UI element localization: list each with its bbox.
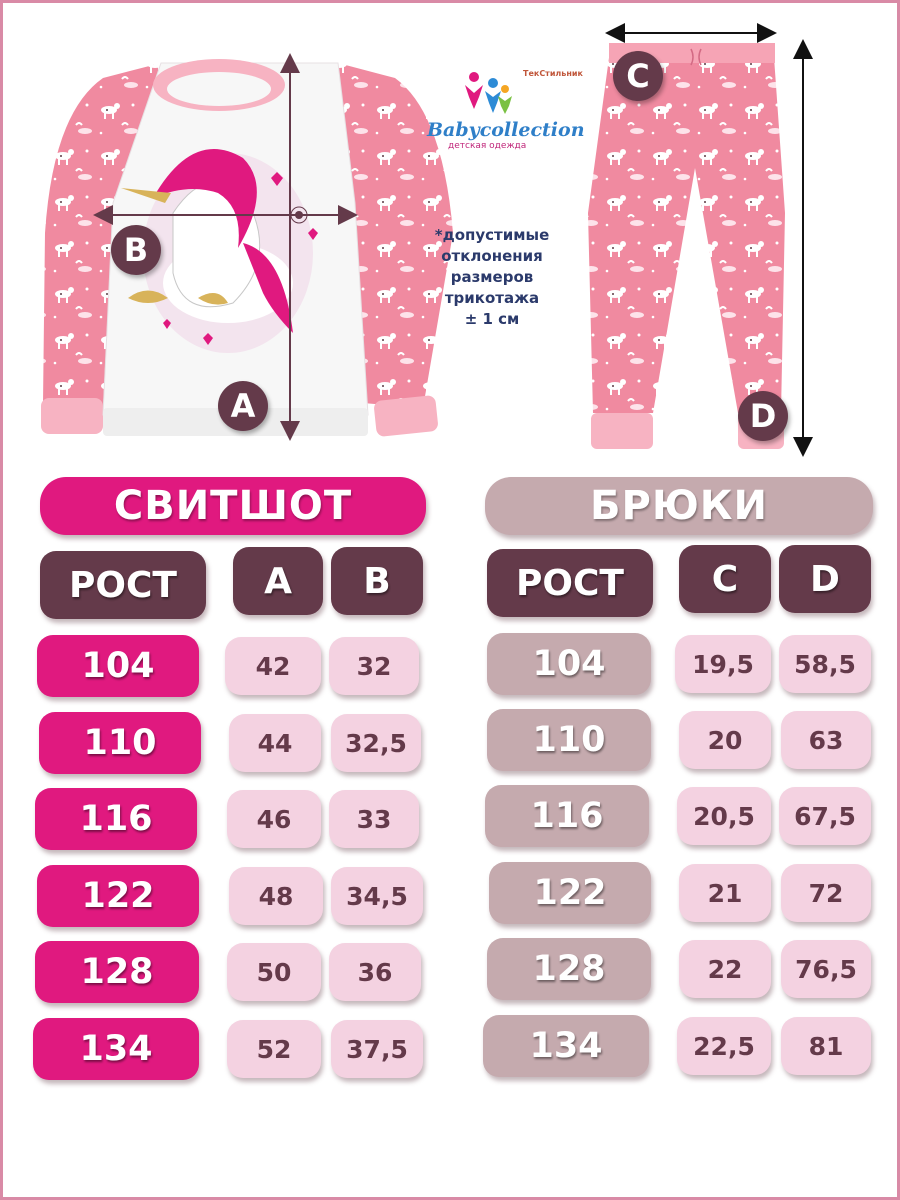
sweatshirt-a-cell: 50 xyxy=(227,943,321,1001)
sweatshirt-header-height: РОСТ xyxy=(40,551,206,619)
sweatshirt-a-cell: 42 xyxy=(225,637,321,695)
trousers-header-d: D xyxy=(779,545,871,613)
sweatshirt-height-cell: 122 xyxy=(37,865,199,927)
brand-logo-text: Babycollection xyxy=(427,119,585,141)
sweatshirt-b-cell: 36 xyxy=(329,943,421,1001)
trousers-d-cell: 58,5 xyxy=(779,635,871,693)
sweatshirt-b-cell: 33 xyxy=(329,790,419,848)
note-line: трикотажа xyxy=(444,289,540,307)
sweatshirt-height-cell: 110 xyxy=(39,712,201,774)
trousers-d-cell: 67,5 xyxy=(779,787,871,845)
note-line: отклонения xyxy=(441,247,543,265)
partner-logo-text: ТекСтильник xyxy=(523,69,583,78)
sweatshirt-height-cell: 104 xyxy=(37,635,199,697)
measure-badge-c: C xyxy=(613,51,663,101)
trousers-height-cell: 128 xyxy=(487,938,651,1000)
trousers-d-cell: 63 xyxy=(781,711,871,769)
measure-badge-d: D xyxy=(738,391,788,441)
measure-badge-b: B xyxy=(111,225,161,275)
trousers-body xyxy=(588,43,785,449)
sweatshirt-b-cell: 37,5 xyxy=(331,1020,423,1078)
trousers-title: БРЮКИ xyxy=(485,477,873,535)
trousers-height-cell: 110 xyxy=(487,709,651,771)
trousers-c-cell: 22 xyxy=(679,940,771,998)
measure-badge-a: A xyxy=(218,381,268,431)
sweatshirt-a-cell: 46 xyxy=(227,790,321,848)
trousers-height-cell: 122 xyxy=(489,862,651,924)
note-line: *допустимые xyxy=(434,226,550,244)
sweatshirt-a-cell: 44 xyxy=(229,714,321,772)
sweatshirt-a-cell: 48 xyxy=(229,867,323,925)
trousers-c-cell: 21 xyxy=(679,864,771,922)
trousers-height-cell: 104 xyxy=(487,633,651,695)
trousers-c-cell: 20 xyxy=(679,711,771,769)
sweatshirt-b-cell: 32,5 xyxy=(331,714,421,772)
trousers-d-cell: 81 xyxy=(781,1017,871,1075)
brand-tagline: детская одежда xyxy=(448,141,527,151)
sweatshirt-height-cell: 116 xyxy=(35,788,197,850)
sweatshirt-title: СВИТШОТ xyxy=(40,477,426,535)
trousers-c-cell: 22,5 xyxy=(677,1017,771,1075)
brand-logo-icon xyxy=(465,72,512,114)
sweatshirt-height-cell: 128 xyxy=(35,941,199,1003)
sweatshirt-header-b: B xyxy=(331,547,423,615)
note-line: размеров xyxy=(450,268,534,286)
trousers-c-cell: 20,5 xyxy=(677,787,771,845)
trousers-header-c: C xyxy=(679,545,771,613)
sweatshirt-b-cell: 32 xyxy=(329,637,419,695)
trousers-d-cell: 76,5 xyxy=(781,940,871,998)
sweatshirt-b-cell: 34,5 xyxy=(331,867,423,925)
sweatshirt-height-cell: 134 xyxy=(33,1018,199,1080)
sweatshirt-a-cell: 52 xyxy=(227,1020,321,1078)
tolerance-note xyxy=(417,225,567,330)
trousers-height-cell: 116 xyxy=(485,785,649,847)
trousers-header-height: РОСТ xyxy=(487,549,653,617)
sweatshirt-header-a: A xyxy=(233,547,323,615)
note-line: ± 1 см xyxy=(464,310,520,328)
trousers-height-cell: 134 xyxy=(483,1015,649,1077)
trousers-c-cell: 19,5 xyxy=(675,635,771,693)
trousers-d-cell: 72 xyxy=(781,864,871,922)
